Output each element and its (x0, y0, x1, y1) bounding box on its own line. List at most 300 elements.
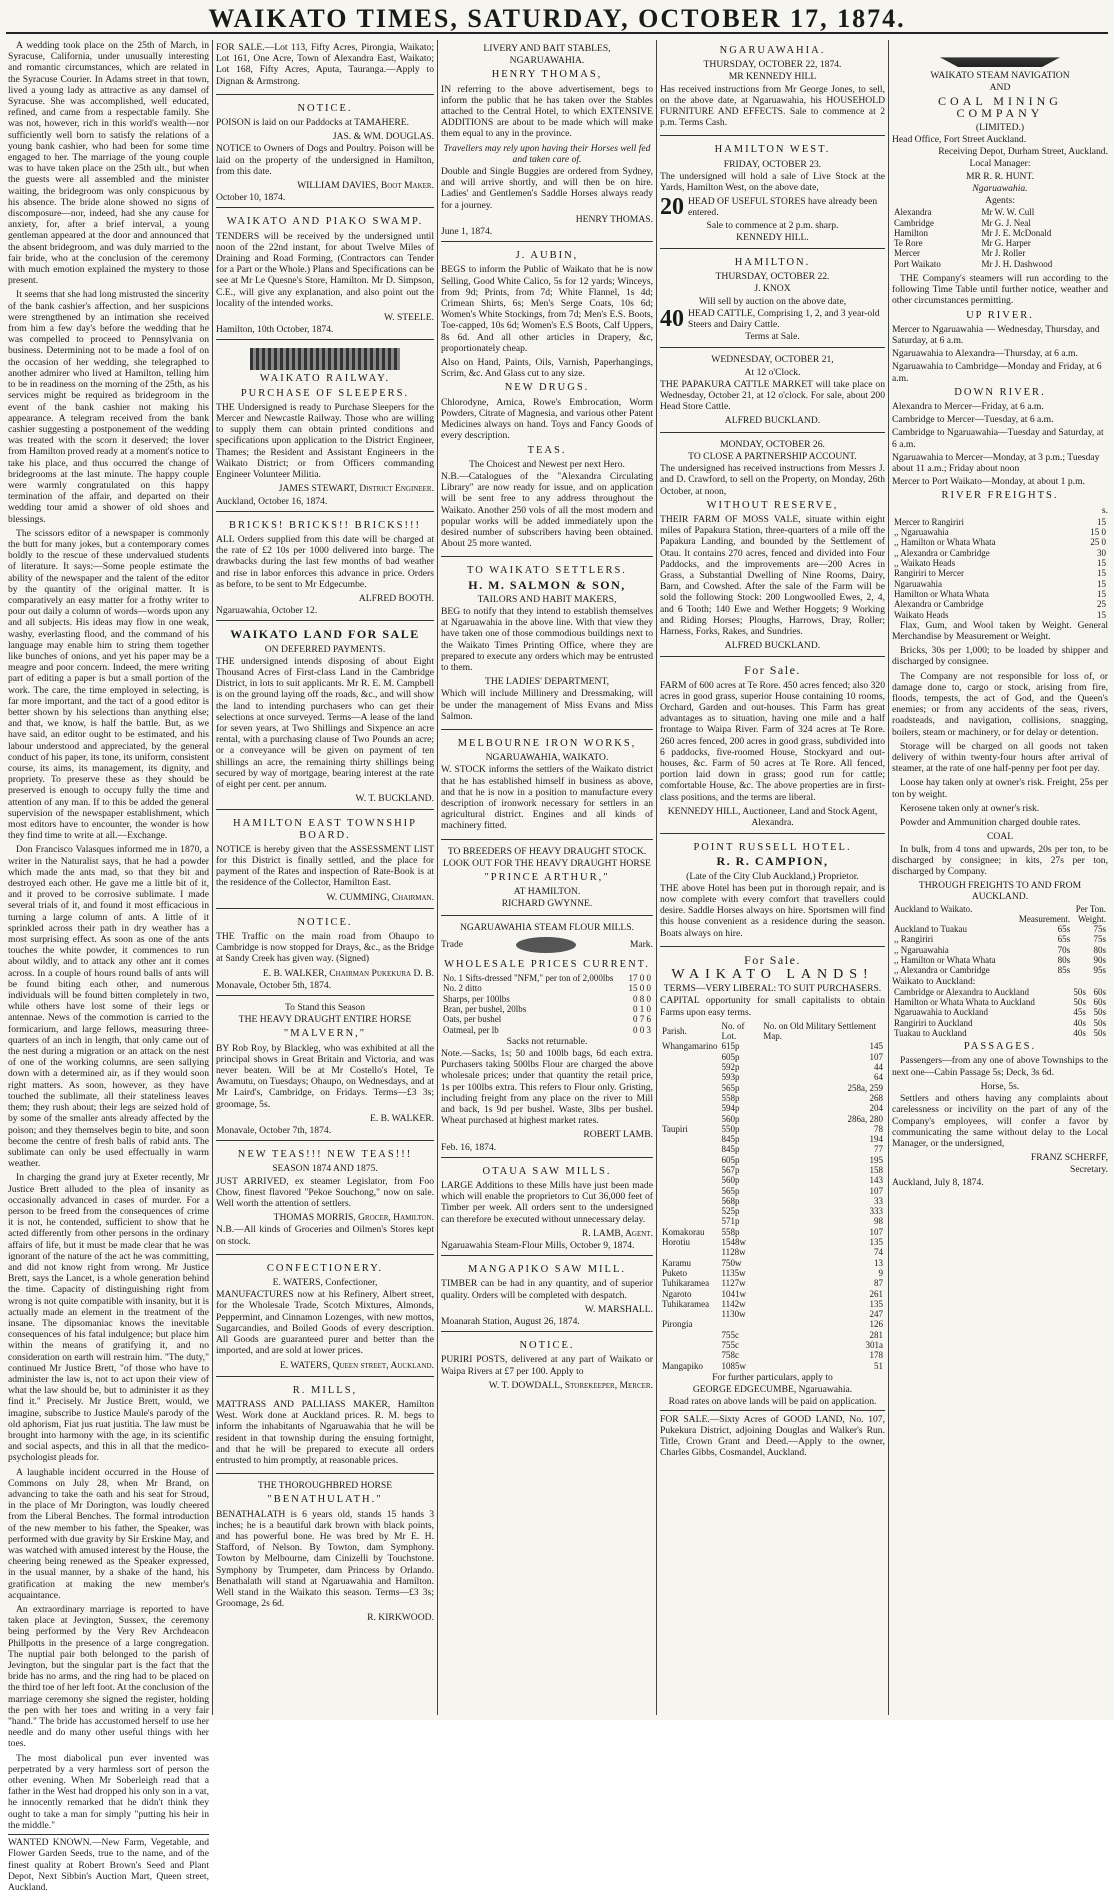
table-cell: 567p (721, 1164, 740, 1175)
table-cell: 565p (721, 1185, 740, 1196)
table-cell: 15 (1097, 609, 1106, 620)
ad-heading: HAMILTON WEST. (714, 144, 831, 156)
table-cell: 571p (721, 1216, 740, 1227)
table-row (892, 945, 1108, 955)
powder-note: Powder and Ammunition charged double rates. (900, 817, 1081, 829)
table-cell: 40s (1073, 1027, 1086, 1038)
table-row (660, 1186, 885, 1196)
table-cell: Mr G. Harper (981, 238, 1031, 249)
table-row (660, 1196, 885, 1206)
table-row (660, 1289, 885, 1299)
column-ads-2 (216, 40, 434, 1715)
ad-date: Auckland, October 16, 1874. (216, 495, 328, 507)
table-cell: 98 (874, 1216, 883, 1227)
table-cell (660, 1062, 719, 1072)
list-item: Alexandra to Mercer—Friday, at 6 a.m. (892, 401, 1044, 413)
ad-signature: W. T. BUCKLAND. (355, 793, 434, 805)
mark-label: Mark. (629, 939, 653, 951)
freights-heading: RIVER FREIGHTS. (941, 490, 1059, 502)
table-cell: 0 0 3 (633, 1024, 651, 1035)
table-row (660, 1165, 885, 1175)
ad-text: Note.—Sacks, 1s; 50 and 100lb bags, 6d each extra. Purchasers taking 500lbs Flour are charged the above wholesale prices; under that quantity the retail price, 1s per 100lbs extra. This refers to Flour only. Gristing, including freight from any place on the river to Mill and back, 1s 9d per bushel. Waste, 3lbs per bushel. Wheat purchased at highest market rates. (441, 1048, 653, 1127)
article-scissors-editor: The scissors editor of a newspaper is commonly the butt for many jokes, but a contemporary comes boldly to the rescue of these undervalued students of literature. It says:—Some people estimate the ability of the newspaper and the talent of the editor by the quantity of the original matter. It is comparatively an easy matter for a frothy writer to pour out daily a column of words—words upon any and all subjects. His ideas may flow in one weak, washy, everlasting flood, and the command of his language may enable him to string them together like bunches of onions, and yet his paper may be a meagre and poor concern. Indeed, the mere writing part of editing a paper is but a small portion of the work. The care, the time employed in selecting, is far more important, and the tact of a good editor is better shown by his selections than anything else; and that, we know, is half the battle. But, as we have said, an editor ought to be estimated, and his labour understood and appreciated, by the general conduct of his paper, its tone, its uniform, consistent course, its aims, its management, its dignity, and propriety. To preserve these as they should be preserved is enough to occupy fully the time and attention of any man. If to this be added the general supervision of the newspaper establishment, which most editors have to encounter, the wonder is how they find time to write at all.—Exchange. (8, 527, 209, 842)
ad-subheading: R. R. CAMPION, (716, 854, 829, 869)
table-cell: 107 (869, 1051, 883, 1062)
table-cell: Ngaruawahia to Auckland (894, 1007, 988, 1018)
ad-date: Feb. 16, 1874. (441, 1141, 497, 1153)
table-cell: 178 (869, 1350, 883, 1361)
table-row (660, 1124, 885, 1134)
ad-heading: TO CLOSE A PARTNERSHIP ACCOUNT. (688, 450, 857, 462)
head-count: 40 (660, 305, 684, 332)
ad-salmon-tailors (441, 560, 653, 730)
ad-text: The Choicest and Newest per next Hero. (469, 458, 625, 470)
article-marriage: An extraordinary marriage is reported to have taken place at Jevington, Sussex, the ceremony being performed by the Very Rev Archdeacon Phillpotts in the presence of a large congregation. The nuptial pair both belonged to the parish of Jevington, but the singular part is the fact that the bride has no arms, and the ring had to be placed on the third toe of her left foot. At the conclusion of the marriage ceremony she signed the register, holding the pen with her toes and writing in a very fair "hand." The bride has accustomed herself to use her needle and do many other useful things with her toes. (8, 1604, 209, 1750)
table-cell: ,, Rangiriri (894, 934, 934, 945)
table-row (892, 610, 1108, 620)
table-cell: Karamu (662, 1257, 691, 1268)
ad-hamilton-knox (660, 252, 885, 348)
table-cell (660, 1216, 719, 1226)
ad-papakura-market (660, 351, 885, 432)
table-cell (660, 1155, 719, 1165)
ad-text: The undersigned has received instructions from Messrs J. and D. Crawford, to sell on the Property, on Monday, 26th October, at noon, (660, 463, 885, 497)
list-item: Cambridge to Ngaruawahia—Tuesday and Saturday, at 6 a.m. (892, 427, 1104, 450)
table-row (660, 1062, 885, 1072)
ad-heading: NGARUAWAHIA STEAM FLOUR MILLS. (459, 921, 635, 933)
table-row (892, 924, 1108, 934)
table-cell: 592p (721, 1062, 740, 1073)
ad-waikato-land (216, 624, 434, 810)
ad-heading: WEDNESDAY, OCTOBER 21, (711, 354, 834, 366)
ad-mills (216, 1380, 434, 1474)
ad-time: Sale to commence at 2 p.m. sharp. (706, 219, 839, 231)
ad-railway-sleepers (216, 343, 434, 511)
return-freights-table (892, 987, 1108, 1038)
table-cell: 33 (874, 1195, 883, 1206)
ad-heading: "PRINCE ARTHUR," (484, 872, 610, 883)
table-cell: Hamilton (894, 227, 928, 238)
table-cell: 74 (874, 1247, 883, 1258)
ad-text: The undersigned will hold a sale of Live Stock at the Yards, Hamilton West, on the above date, (660, 170, 885, 194)
ad-signature: WILLIAM DAVIES, Boot Maker. (297, 180, 434, 192)
table-row (892, 955, 1108, 965)
table-row (892, 238, 1108, 248)
table-row (660, 1052, 885, 1062)
table-cell: 565p (721, 1082, 740, 1093)
table-cell: No. 1 Sifts-dressed "NFM," per ton of 2,000lbs (443, 973, 614, 984)
table-row (892, 934, 1108, 944)
table-cell: Rangiriri to Mercer (894, 568, 964, 579)
table-cell: Mr J. Roller (981, 248, 1026, 259)
table-cell: 281 (869, 1329, 883, 1340)
table-cell: 195 (869, 1154, 883, 1165)
ad-puriri-posts (441, 1335, 653, 1396)
ad-date: Hamilton, 10th October, 1874. (216, 324, 334, 336)
table-cell (660, 1247, 719, 1257)
return-freights-heading: Waikato to Auckland: (892, 975, 976, 987)
ad-text: BEGS to inform the Public of Waikato that he is now Selling, Good White Calico, 5s for 12 yards; Winceys, from 9d; Prints, from 7d; White Flannel, 1s 4d; Crimean Shirts, 6s; Men's Serge Coats, 10s 6d; Women's White Stockings, from 7d; Men's E.S. Boots, Toe-capped, 10s 6d; Women's E.S Boots, Calf Uppers, 8s 6d. And all other articles in Drapery, &c, proportionately cheap. (441, 264, 653, 354)
column-divider (888, 40, 889, 1715)
ad-date: October 10, 1874. (216, 192, 286, 204)
table-cell: 286a, 280 (847, 1113, 883, 1124)
stock-line (660, 305, 885, 332)
table-cell: Tuhikaramea (662, 1298, 710, 1309)
table-row (441, 1004, 653, 1014)
table-cell: Alexandra (894, 207, 932, 218)
table-cell (660, 1175, 719, 1185)
table-row (660, 1144, 885, 1154)
ad-date: Ngaruawahia, October 12. (216, 605, 318, 617)
ad-text: Sacks not returnable. (506, 1035, 588, 1047)
table-cell: ,, Ngaruawahia (894, 944, 949, 955)
ad-signature: ALFRED BUCKLAND. (724, 640, 821, 652)
trade-mark-row (441, 934, 653, 956)
table-row (892, 228, 1108, 238)
ad-partnership (660, 436, 885, 658)
ad-point-russell-hotel (660, 837, 885, 947)
table-row (660, 1041, 885, 1051)
passages-note: Passengers—from any one of above Townships to the next one—Cabin Passage 5s; Deck, 3s 6d. (892, 1055, 1108, 1078)
ad-hamilton-west (660, 139, 885, 249)
table-cell (660, 1103, 719, 1113)
ad-heading: NOTICE. (297, 916, 353, 928)
col-head: Weight. (1077, 913, 1106, 924)
table-row (660, 1247, 885, 1257)
table-cell: Oats, per bushel (443, 1014, 502, 1025)
table-cell: Pirongia (662, 1319, 693, 1330)
through-freights-table (892, 904, 1108, 976)
col-head: Measurement. (1018, 913, 1071, 924)
ad-pretitle: To Stand this Season (284, 1002, 366, 1014)
ad-heading: J. AUBIN, (515, 250, 579, 262)
list-item: Mercer to Ngaruawahia — Wednesday, Thursday, and Saturday, at 6 a.m. (892, 323, 1100, 347)
ad-heading: MANGAPIKO SAW MILL. (467, 1264, 626, 1276)
column-auctions (660, 40, 885, 1715)
table-cell: 605p (721, 1051, 740, 1062)
ad-signature: W. T. DOWDALL, Storekeeper, Mercer. (488, 1379, 653, 1391)
ad-notice-poison (216, 98, 434, 209)
table-cell (660, 1165, 719, 1175)
ad-signature: W. CUMMING, Chairman. (326, 891, 434, 903)
ad-horse-malvern (216, 999, 434, 1141)
ad-aubin (441, 245, 653, 557)
table-cell: 261 (869, 1288, 883, 1299)
ad-text: JUST ARRIVED, ex steamer Legislator, from Foo Chow, finest flavored "Pekoe Souchong," now on sale. Well worth the attention of settlers. (216, 1175, 434, 1210)
up-river-heading: UP RIVER. (966, 309, 1034, 321)
table-cell: 605p (721, 1154, 740, 1165)
ad-heading: TO BREEDERS OF HEAVY DRAUGHT STOCK. (447, 845, 647, 857)
ad-heading: POINT RUSSELL HOTEL. (693, 842, 852, 854)
table-cell: 615p (721, 1041, 740, 1052)
table-cell: Hamilton or Whata Whata to Auckland (894, 997, 1035, 1008)
ad-for-sale (216, 40, 434, 95)
column-steam-company (892, 40, 1108, 1715)
table-cell: 15 (1097, 568, 1106, 579)
table-cell: 247 (869, 1309, 883, 1320)
table-cell: 558p (721, 1226, 740, 1237)
ad-heading: For Sale. (744, 952, 801, 967)
table-row (660, 1309, 885, 1319)
ad-text: IN referring to the above advertisement, begs to inform the public that he has taken over the Stables attached to the Central Hotel, to which EXTENSIVE ADDITIONS are about to be made which will make them equal to any in the province. (441, 83, 653, 140)
table-cell: ,, Alexandra or Cambridge (894, 965, 990, 976)
ad-place: AT HAMILTON. (513, 886, 581, 898)
article-wedding-cont: It seems that she had long mistrusted the sincerity of the bank cashier's affection, and her suspicions were strengthened by an intimation she received from him a few day's before the wedding that he was compelled to proceed to Pennsylvania on business. Determining not to be made a fool of on the occasion of her wedding, she telegraphed to another admirer who lived at Hamilton, telling him to be in readiness on the morning of the 25th, as his services might be required as bridegroom in the event of the bank cashier not making his appearance. A telegram received from the bank cashier suggesting a postponement of the wedding was treated with the scorn it deserved; the lover from Hamilton proved ready at a moment's notice to take his place, and thus occurred the change of bridegrooms at the last minute. The happy couple were warmly congratulated on this happy termination of the affair, and departed on their wedding tour amid a shower of old shoes and blessings. (8, 289, 210, 525)
stock-description: HEAD CATTLE, Comprising 1, 2, and 3 year-old Steers and Dairy Cattle. (688, 307, 880, 331)
table-row (892, 987, 1108, 997)
table-row (660, 1114, 885, 1124)
table-row (660, 1083, 885, 1093)
ad-subheading: TERMS—VERY LIBERAL: TO SUIT PURCHASERS. (663, 983, 882, 995)
ad-subheading: ON DEFERRED PAYMENTS. (264, 643, 386, 655)
masthead (0, 0, 1114, 34)
ad-signature: R. LAMB, Agent. (581, 1227, 653, 1239)
ad-text: For further particulars, apply to (712, 1371, 833, 1383)
ad-heading: OTAUA SAW MILLS. (482, 1165, 612, 1177)
ad-text: THE PAPAKURA CATTLE MARKET will take place on Wednesday, October 21, at 12 o'clock. For sale, about 200 Head Store Cattle. (660, 378, 885, 413)
ad-subheading: PURCHASE OF SLEEPERS. (240, 387, 410, 399)
table-cell (660, 1206, 719, 1216)
company-name-2: COAL MINING COMPANY (938, 94, 1062, 120)
list-item: Ngaruawahia to Mercer—Monday, at 3 p.m.; Tuesday about 11 a.m.; Friday about noon (892, 451, 1100, 475)
table-row (660, 1268, 885, 1278)
table-row (441, 1025, 653, 1035)
ad-signature: W. STEELE. (383, 312, 434, 324)
table-row (660, 1340, 885, 1350)
trade-mark-icon (516, 937, 576, 953)
page-title: WAIKATO TIMES, SATURDAY, OCTOBER 17, 1874. (208, 4, 906, 33)
manager-name: MR R. R. HUNT. (965, 170, 1035, 182)
head-office: Head Office, Fort Street Auckland. (892, 134, 1027, 146)
ad-signature: KENNEDY HILL. (736, 231, 809, 243)
trade-label: Trade (441, 939, 464, 951)
table-cell: 301a (865, 1340, 883, 1351)
table-cell: 75s (1093, 934, 1106, 945)
table-row (892, 1028, 1108, 1038)
ad-signature: THOMAS MORRIS, Grocer, Hamilton. (273, 1212, 434, 1224)
table-cell (660, 1330, 719, 1340)
ad-text: THE Traffic on the main road from Ohaupo to Cambridge is now stopped for Drays, &c., as the Bridge at Sandy Creek has given way. (Signed) (216, 931, 434, 965)
table-cell: 1548w (721, 1237, 746, 1248)
table-row (441, 973, 653, 983)
passages-heading: PASSAGES. (963, 1041, 1037, 1053)
ad-date: THURSDAY, OCTOBER 22, 1874. (703, 59, 842, 71)
table-cell: 15 (1097, 588, 1106, 599)
freights-table (892, 517, 1108, 620)
table-cell: Cambridge (894, 217, 934, 228)
table-cell: Tuhikaramea (662, 1278, 710, 1289)
ad-signature: R. KIRKWOOD. (367, 1612, 434, 1624)
table-cell: Ngaruawahia (894, 578, 942, 589)
table-cell: 25 (1097, 599, 1106, 610)
secretary-signature: FRANZ SCHERFF, (1030, 1152, 1108, 1164)
table-cell (660, 1144, 719, 1154)
ad-text: POISON is laid on our Paddocks at TAMAHERE. (216, 117, 410, 129)
table-cell: 525p (721, 1206, 740, 1217)
table-cell: Cambridge or Alexandra to Auckland (894, 986, 1029, 997)
ad-subheading: THE LADIES' DEPARTMENT, (484, 676, 609, 688)
list-item: Cambridge to Mercer—Tuesday, at 6 a.m. (892, 414, 1054, 426)
table-row (892, 965, 1108, 975)
table-row (660, 1175, 885, 1185)
ad-heading: WAIKATO LAND FOR SALE (230, 627, 420, 642)
ad-heading: "BENATHULATH." (267, 1494, 383, 1506)
liability-note: The Company are not responsible for loss of, or damage done to, cargo or stock, arising from fire, floods, tempests, the act of God, and the Queen's enemies; or from any accidents of the seas, rivers, roadsteads, and navigation, collisions, snagging, boilers, steam or machinery, or for delay or detention. (892, 670, 1108, 738)
ad-subheading: TAILORS AND HABIT MAKERS, (477, 593, 617, 605)
ad-text: NOTICE to Owners of Dogs and Poultry. Poison will be laid on the property of the undersigned in Hamilton, from this date. (216, 143, 434, 177)
table-cell (660, 1093, 719, 1103)
table-cell: 65s (1057, 934, 1071, 945)
agents-heading: Agents: (985, 195, 1015, 207)
bricks-note: Bricks, 30s per 1,000; to be loaded by shipper and discharged by consignee. (892, 645, 1108, 668)
table-cell: Mr W. W. Cull (981, 207, 1035, 218)
timetable-intro: THE Company's steamers will run according to the following Time Table until further notice, weather and other circumstances permitting. (892, 273, 1108, 307)
ad-text: FOR SALE.—Lot 113, Fifty Acres, Pirongia, Waikato; Lot 161, One Acre, Town of Alexandra East, Waikato; Lot 168, Fifty Acres, Aputa, Tauranga.—Apply to Dignan & Armstrong. (216, 42, 434, 87)
ad-heading: NEW TEAS!!! NEW TEAS!!! (237, 1149, 413, 1161)
ad-ngaruawahia-sale (660, 40, 885, 136)
table-cell: 15 (1097, 558, 1106, 569)
ad-heading: NOTICE. (297, 102, 353, 114)
table-cell: 107 (869, 1185, 883, 1196)
ad-subheading: THE HEAVY DRAUGHT ENTIRE HORSE (238, 1014, 412, 1026)
ad-signature: RICHARD GWYNNE. (501, 898, 593, 910)
ad-date: June 1, 1874. (441, 226, 493, 238)
article-pun: The most diabolical pun ever invented was perpetrated by a very harmless sort of person the other evening. When Mr Soberleigh read that a father in the West had dropped his only son in a vat, he innocently remarked that he didn't think they ought to take a man for simply "putting his heir in the middle." (8, 1752, 209, 1831)
flax-note: Flax, Gum, and Wool taken by Weight. General Merchandise by Measurement or Weight. (892, 619, 1108, 643)
table-cell: 51 (874, 1360, 883, 1371)
table-cell: 1128w (721, 1247, 746, 1258)
table-cell: Hamilton or Whata Whata (894, 588, 989, 599)
ad-subheading: NGARUAWAHIA, WAIKATO. (485, 752, 609, 764)
table-cell: 65s (1057, 924, 1071, 935)
ad-text: MATTRASS AND PALLIASS MAKER, Hamilton West. Work done at Auckland prices. R. M. begs to inform the inhabitants of Ngaruawahia that he will be resident in that township during the ensuing fortnight, and that he will be prepared to execute all orders entrusted to him promptly, at reasonable prices. (216, 1398, 434, 1466)
table-row (892, 1018, 1108, 1028)
ad-iron-works (441, 733, 653, 840)
manager-town: Ngaruawahia. (972, 182, 1028, 194)
table-cell: 0 8 0 (633, 993, 651, 1004)
table-cell: Waikato Heads (894, 609, 949, 620)
table-cell: 126 (869, 1319, 883, 1330)
ad-mangapiko (441, 1259, 653, 1332)
table-cell (660, 1134, 719, 1144)
ad-wanted-known (8, 1834, 209, 1900)
table-cell: 13 (874, 1257, 883, 1268)
ad-waikato-lands (660, 950, 885, 1466)
column-divider (656, 40, 657, 1715)
ad-heading: WAIKATO LANDS! (671, 967, 874, 983)
ad-township-board (216, 813, 434, 908)
ad-date: Moanarah Station, August 26, 1874. (441, 1316, 580, 1328)
table-row (892, 599, 1108, 609)
stock-line (660, 194, 885, 221)
table-row (660, 1258, 885, 1268)
through-freights-heading: THROUGH FREIGHTS TO AND FROM AUCKLAND. (918, 880, 1082, 903)
table-row (892, 589, 1108, 599)
table-cell: No. 2 ditto (443, 983, 482, 994)
table-cell: 25 0 (1090, 537, 1106, 548)
table-cell: 80s (1093, 944, 1106, 955)
table-cell: 594p (721, 1103, 740, 1114)
table-cell: 50s (1073, 986, 1086, 997)
ad-text: THE Undersigned is ready to Purchase Sleepers for the Mercer and Newcastle Railway. Those who are willing to supply them can obtain printed conditions and specifications upon application to the District Engineer, Thames; the Resident and Assistant Engineers in the Waikato District; or from Officers commanding Engineer Volunteer Militia. (216, 401, 434, 481)
table-cell: 75s (1093, 924, 1106, 935)
table-row (660, 1299, 885, 1309)
notice-date: Auckland, July 8, 1874. (892, 1176, 984, 1188)
table-row (892, 527, 1108, 537)
ad-text: Which will include Millinery and Dressmaking, will be under the management of Miss Evans and Miss Salmon. (441, 688, 653, 722)
table-cell: Mangapiko (662, 1360, 703, 1371)
ad-text: Will sell by auction on the above date, (698, 295, 847, 307)
ad-heading: WAIKATO AND PIAKO SWAMP. (226, 216, 424, 228)
ad-heading: TEAS. (527, 444, 567, 456)
table-cell: ,, Alexandra or Cambridge (894, 547, 990, 558)
table-cell: Alexandra or Cambridge (894, 599, 984, 610)
table-row (892, 548, 1108, 558)
table-cell: 85s (1057, 965, 1071, 976)
table-cell: 45s (1073, 1007, 1086, 1018)
ad-text: BY Rob Roy, by Blackleg, who was exhibited at all the principal shows in Great Britain and Victoria, and was never beaten. Will be at Mr Costello's Hotel, Te Awamutu, on Tuesdays; Ohaupo, on Wednesdays, and at Mr Laird's, Cambridge, on Fridays. Terms—£3 3s; groomage, 5s. (216, 1042, 434, 1110)
table-cell: 560p (721, 1113, 740, 1124)
table-cell: 95s (1093, 965, 1106, 976)
ad-date: MONDAY, OCTOBER 26. (720, 438, 825, 450)
table-row (660, 1350, 885, 1360)
complaints-note: Settlers and others having any complaints about carelessness or incivility on the part of any of the Company's employees, will confer a favor by communicating the same without delay to the Local Manager, or the undersigned, (892, 1093, 1108, 1149)
ad-text: BENATHALATH is 6 years old, stands 15 hands 3 inches; he is a beautiful dark brown with black points, and has powerful bone. He was bred by Mr E. H. Stafford, of Nelson. By Towton, dam Symphony. Towton by Melbourne, dam Cinizelli by Touchstone. Symphony by Trumpeter, dam Princess by Orlando. Benathalath will stand at Ngaruawahia and Hamilton. Well stand in the Waikato this season. Terms—£3 3s; Groomage, 2s 6d. (216, 1508, 434, 1610)
table-cell: Port Waikato (894, 258, 941, 269)
ad-terms: Terms at Sale. (745, 331, 800, 343)
table-cell: 17 0 0 (628, 973, 651, 984)
table-cell: Tuakau to Auckland (894, 1027, 967, 1038)
table-cell: 758c (721, 1350, 739, 1361)
ad-new-teas (216, 1144, 434, 1255)
ad-text: WANTED KNOWN.—New Farm, Vegetable, and Flower Garden Seeds, true to the name, and of the finest quality at Robert Brown's Seed and Plant Depot, Next Sibbin's Auction Mart, Queen street, Auckland. (8, 1837, 209, 1893)
table-cell: 135 (869, 1298, 883, 1309)
ad-signature: E. B. WALKER. (369, 1112, 434, 1124)
ad-text: Has received instructions from Mr George Jones, to sell, on the above date, at Ngaruawahia, his HOUSEHOLD FURNITURE AND EFFECTS. Sale to commence at 2 p.m. Terms Cash. (660, 83, 885, 129)
coal-heading: COAL (986, 831, 1014, 843)
ad-livery-stables (441, 40, 653, 242)
ad-note: N.B.—Catalogues of the "Alexandra Circulating Library" are now ready for issue, and on application will be sent free to any address throughout the Waikato. Another 250 vols of all the most modern and popular works will be added immediately upon the desired number of subscribers having been obtained. About 25 more wanted. (441, 470, 653, 550)
down-river-list (892, 401, 1108, 487)
ad-text: BEG to notify that they intend to establish themselves at Ngaruawahia in the above line. With that view they have taken one of those commodious buildings next to the Waikato Times Printing Office, where they are prepared to execute any orders which may be entrusted to them. (441, 605, 653, 673)
table-row (660, 1278, 885, 1288)
ad-subheading: THE THOROUGHBRED HORSE (257, 1480, 393, 1492)
table-cell: Mercer (894, 248, 920, 259)
ad-heading: WHOLESALE PRICES CURRENT. (444, 958, 650, 970)
table-row (660, 1155, 885, 1165)
ad-confectionery (216, 1258, 434, 1377)
ad-subheading: WITHOUT RESERVE, (706, 499, 839, 511)
table-cell: 50s (1093, 1017, 1106, 1028)
secretary-role: Secretary. (1070, 1164, 1108, 1176)
column-divider (212, 40, 213, 1715)
table-cell: 845p (721, 1134, 740, 1145)
table-cell: 145 (869, 1041, 883, 1052)
hay-note: Loose hay taken only at owner's risk. Freight, 25s per ton by weight. (892, 777, 1108, 800)
table-cell: 333 (869, 1206, 883, 1217)
ad-text: TENDERS will be received by the undersigned until noon of the 22nd instant, for about Twelve Miles of Draining and Road Forming, (Contractors can Tender for a Part or the Whole.) Plans and Specifications can be see at Mr Le Quesne's Store, Hamilton. Mr D. Simpson, C.E., will give any explanation, and also point out the locality of the intended works. (216, 230, 434, 309)
ad-text: NOTICE is hereby given that the ASSESSMENT LIST for this District is finally settled, and the place for payment of the Rates and inspection of Rate-Book is at the residence of the Collector, Hamilton East. (216, 843, 434, 889)
table-cell: 268 (869, 1092, 883, 1103)
table-cell (660, 1340, 719, 1350)
table-cell: 558p (721, 1092, 740, 1103)
ad-text: Double and Single Buggies are ordered from Sydney, and will arrive shortly, and will then be on hire. Ladies' and Gentlemen's Saddle Horses always ready for a journey. (441, 166, 653, 211)
ad-heading: R. MILLS, (292, 1384, 358, 1396)
ad-heading: NGARUAWAHIA. (719, 45, 826, 56)
table-cell: 40s (1073, 1017, 1086, 1028)
table-cell: ,, Hamilton or Whata Whata (894, 955, 996, 965)
ad-text: LARGE Additions to these Mills have just been made which will enable the proprietors to Cut 36,000 feet of Timber per week. All orders sent to the undersigned can therefore be executed without unnecessary delay. (441, 1180, 653, 1225)
